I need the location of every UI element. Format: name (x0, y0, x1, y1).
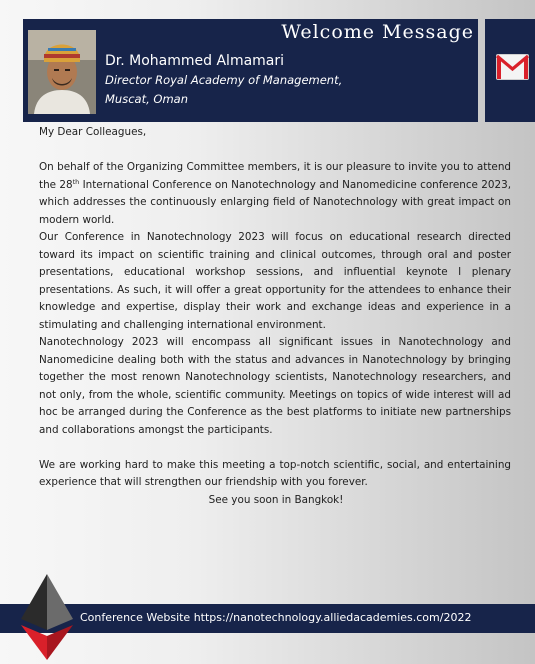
letter-paragraph-3: Nanotechnology 2023 will encompass all significant issues in Nanotechnology and Nanomedicine dealing both with the status and advances in Nanotechnology by bringing together the most renown Nanotechnology scientists, Nanotechnology researchers, and not only, from the whole, scientific community. Meetings on topics of wide interest will ad hoc be arranged during the Conference as the best platforms to initiate new partnerships and collaborations amongst the participants. (39, 336, 511, 436)
letter-signoff: See you soon in Bangkok! (208, 493, 344, 506)
letter-greeting: My Dear Colleagues, (39, 126, 147, 138)
letter-body (39, 124, 511, 509)
p1-text-end: International Conference on Nanotechnology and Nanomedicine conference 2023, which addresses the continuously enlarging field of Nanotechnology with great impact on modern world. (39, 178, 511, 226)
conference-logo-icon (21, 574, 73, 660)
letter-paragraph-4: We are working hard to make this meeting a top-notch scientific, social, and entertaining experience that will strengthen our friendship with you forever. (39, 458, 511, 488)
letter-paragraph-1 (39, 159, 511, 229)
conference-website-link[interactable]: Conference Website https://nanotechnology.alliedacademies.com/2022 (80, 611, 472, 624)
header-banner (23, 19, 478, 122)
welcome-title: Welcome Message (281, 21, 474, 43)
header-side-panel (485, 19, 535, 122)
mail-icon (496, 54, 529, 80)
speaker-location: Muscat, Oman (105, 92, 188, 106)
p1-text-start: On behalf of the Organizing Committee members, it is our pleasure to invite you to attend the 28 (39, 161, 511, 191)
p1-superscript: th (72, 177, 80, 186)
speaker-role: Director Royal Academy of Management, (105, 73, 343, 87)
speaker-name: Dr. Mohammed Almamari (105, 53, 285, 69)
portrait-photo (28, 30, 96, 114)
letter-paragraph-2: Our Conference in Nanotechnology 2023 will focus on educational research directed toward its impact on scientific training and clinical outcomes, through oral and poster presentations, educational workshop sessions, and influential keynote I plenary presentations. As such, it will offer a great opportunity for the attendees to enhance their knowledge and expertise, display their work and exchange ideas and experience in a stimulating and challenging international environment. (39, 231, 511, 331)
footer-bar (0, 604, 535, 633)
